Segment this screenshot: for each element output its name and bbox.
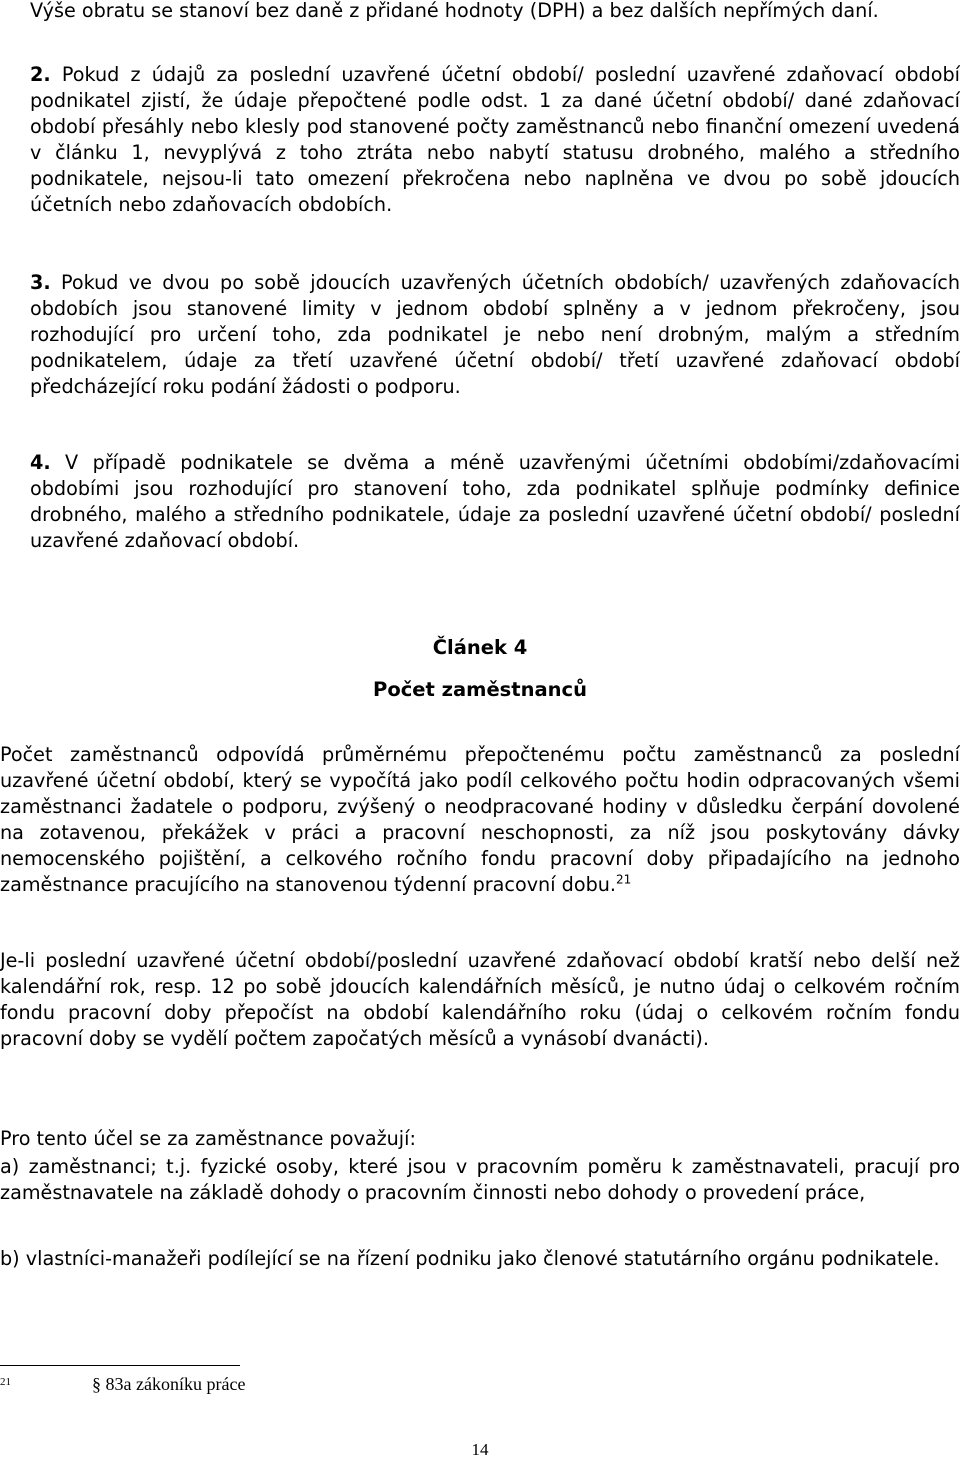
list-item-a-text: a) zaměstnanci; t.j. fyzické osoby, které jsou v pracovním poměru k zaměstnavateli, pracují pro zaměstnavatele na základě dohody o pracovním činnosti nebo dohody o provedení práce,	[0, 1155, 960, 1204]
list-item-a	[0, 1154, 960, 1206]
item-4-number: 4.	[30, 451, 51, 474]
paragraph-period-text: Je-li poslední uzavřené účetní období/poslední uzavřené zdaňovací období kratší nebo delší než kalendářní rok, resp. 12 po sobě jdoucích kalendářních měsíců, je nutno údaj o celkovém ročním fondu pracovní doby přepočíst na období kalendářního roku (údaj o celkovém ročním fondu pracovní doby se vydělí počtem započatých měsíců a vynásobí dvanácti).	[0, 949, 960, 1050]
article-title: Počet zaměstnanců	[373, 678, 587, 701]
item-2	[30, 62, 960, 218]
list-item-b	[0, 1246, 960, 1272]
footnote-text	[92, 1374, 245, 1395]
list-item-b-text: b) vlastníci-manažeři podílející se na řízení podniku jako členové statutárního orgánu podnikatele.	[0, 1247, 940, 1270]
section-sign-icon: §	[92, 1374, 101, 1394]
article-number: Článek 4	[432, 636, 528, 659]
footnote-separator	[0, 1365, 240, 1366]
paragraph-period	[0, 948, 960, 1052]
footnote-text-body: 83a zákoníku práce	[105, 1374, 246, 1394]
item-3-text: Pokud ve dvou po sobě jdoucích uzavřených účetních obdobích/ uzavřených zdaňovacích obdobích jsou stanovené limity v jednom období splněny a v jednom překročeny, jsou rozhodující pro určení toho, zda podnikatel je nebo není drobným, malým a středním podnikatelem, údaje za třetí uzavřené účetní období/ třetí uzavřené zdaňovací období předcházející roku podání žádosti o podporu.	[30, 271, 960, 398]
intro-text: Výše obratu se stanoví bez daně z přidané hodnoty (DPH) a bez dalších nepřímých daní.	[30, 0, 879, 22]
paragraph-purpose-intro	[0, 1126, 960, 1152]
item-2-text: Pokud z údajů za poslední uzavřené účetní období/ poslední uzavřené zdaňovací období podnikatel zjistí, že údaje přepočtené podle odst. 1 za dané účetní období/ dané zdaňovací období přesáhly nebo klesly pod stanovené počty zaměstnanců nebo finanční omezení uvedená v článku 1, nevyplývá z toho ztráta nebo nabytí statusu drobného, malého a středního podnikatele, nejsou-li tato omezení překročena nebo naplněna ve dvou po sobě jdoucích účetních nebo zdaňovacích obdobích.	[30, 63, 960, 216]
paragraph-employees-count-text: Počet zaměstnanců odpovídá průměrnému přepočtenému počtu zaměstnanců za poslední uzavřené účetní období, který se vypočítá jako podíl celkového počtu hodin odpracovaných všemi zaměstnanci žadatele o podporu, zvýšený o neodpracované hodiny v důsledku čerpání dovolené na zotavenou, překážek v práci a pracovní neschopnosti, za níž jsou poskytovány dávky nemocenského pojištění, a celkového ročního fondu pracovní doby připadajícího na jednoho zaměstnance pracujícího na stanovenou týdenní pracovní dobu.	[0, 743, 960, 896]
page-number: 14	[471, 1440, 489, 1459]
footnote-ref: 21	[616, 872, 632, 887]
item-4-text: V případě podnikatele se dvěma a méně uzavřenými účetními obdobími/zdaňovacími obdobími jsou rozhodující pro stanovení toho, zda podnikatel splňuje podmínky definice drobného, malého a středního podnikatele, údaje za poslední uzavřené účetní období/ poslední uzavřené zdaňovací období.	[30, 451, 960, 552]
paragraph-employees-count	[0, 742, 960, 898]
item-3	[30, 270, 960, 400]
footnote-number: 21	[0, 1376, 11, 1388]
paragraph-purpose-intro-text: Pro tento účel se za zaměstnance považují:	[0, 1127, 416, 1150]
intro-paragraph	[30, 0, 960, 24]
item-4	[30, 450, 960, 554]
item-3-number: 3.	[30, 271, 51, 294]
item-2-number: 2.	[30, 63, 51, 86]
